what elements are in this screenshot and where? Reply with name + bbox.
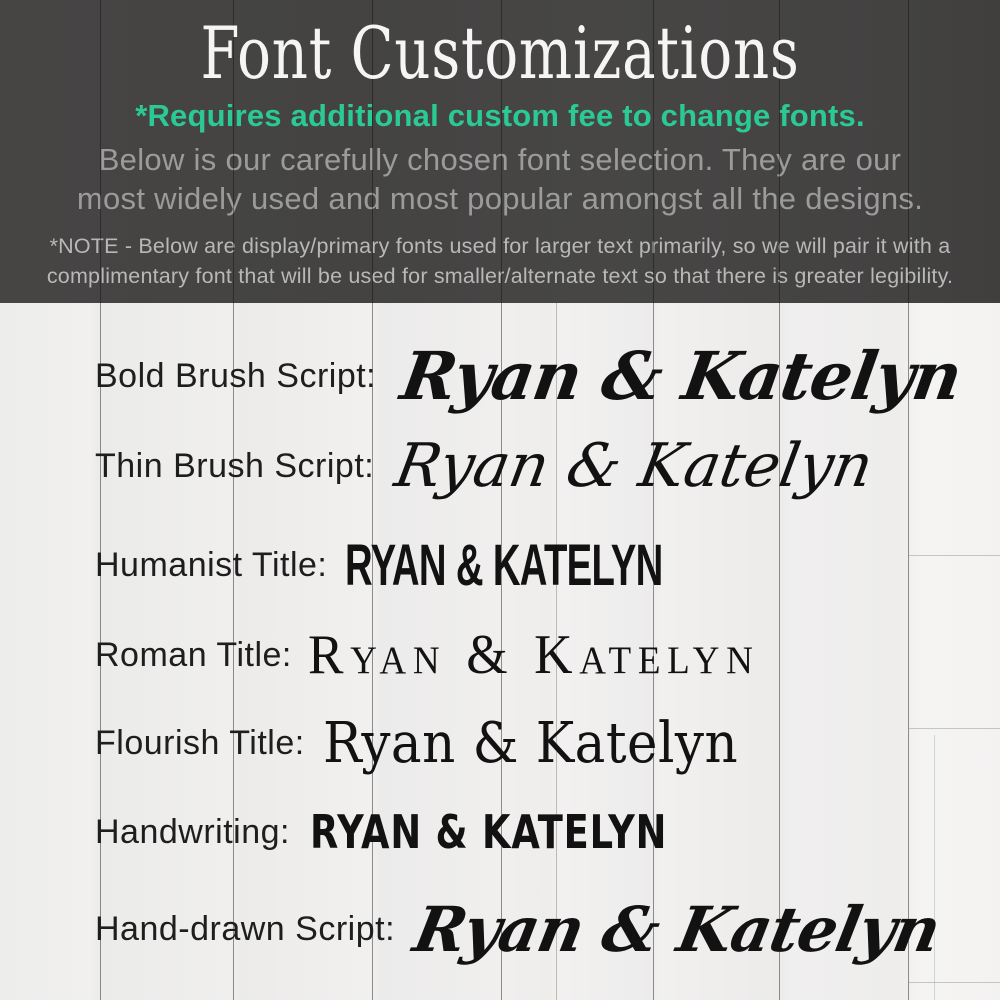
note-line-2: complimentary font that will be used for smaller/alternate text so that there is greater legibility. — [46, 264, 954, 288]
font-row-flourish-title — [95, 700, 994, 786]
font-row-roman-title — [95, 612, 994, 698]
note-line-1: *NOTE - Below are display/primary fonts used for larger text primarily, so we will pair it with a — [49, 234, 951, 258]
font-style-label: Bold Brush Script: — [95, 356, 377, 395]
page-title: Font Customizations — [200, 11, 800, 95]
custom-fee-notice: *Requires additional custom fee to change fonts. — [135, 98, 865, 133]
font-row-thin-brush-script — [95, 414, 994, 518]
font-sample-text: Ryan & Katelyn — [407, 892, 946, 966]
font-style-label: Flourish Title: — [95, 723, 305, 762]
header-banner — [0, 0, 1000, 303]
font-style-label: Humanist Title: — [95, 545, 328, 584]
description-line-2: most widely used and most popular amongst all the designs. — [76, 181, 924, 216]
font-row-hand-drawn-script — [95, 868, 994, 990]
font-sample-text: Ryan & Katelyn — [395, 337, 967, 415]
font-style-label: Thin Brush Script: — [95, 446, 375, 485]
font-row-humanist-title — [95, 522, 994, 608]
description-line-1: Below is our carefully chosen font selection. They are our — [98, 142, 902, 177]
font-sample-text: RYAN & KATELYN — [309, 805, 668, 859]
font-sample-text: Ryan & Katelyn — [322, 710, 738, 776]
font-style-label: Roman Title: — [95, 635, 292, 674]
font-sample-text: RYAN & KATELYN — [345, 532, 663, 598]
font-selection-description — [0, 140, 1000, 218]
font-style-label: Handwriting: — [95, 812, 290, 851]
plank-seam — [908, 0, 909, 303]
pairing-note — [0, 231, 1000, 291]
font-sample-text: Ryan & Katelyn — [390, 431, 879, 501]
font-row-handwriting — [95, 790, 994, 874]
plank-seam — [100, 0, 101, 303]
font-style-label: Hand-drawn Script: — [95, 909, 396, 948]
font-sample-text: Ryan & Katelyn — [307, 624, 760, 686]
